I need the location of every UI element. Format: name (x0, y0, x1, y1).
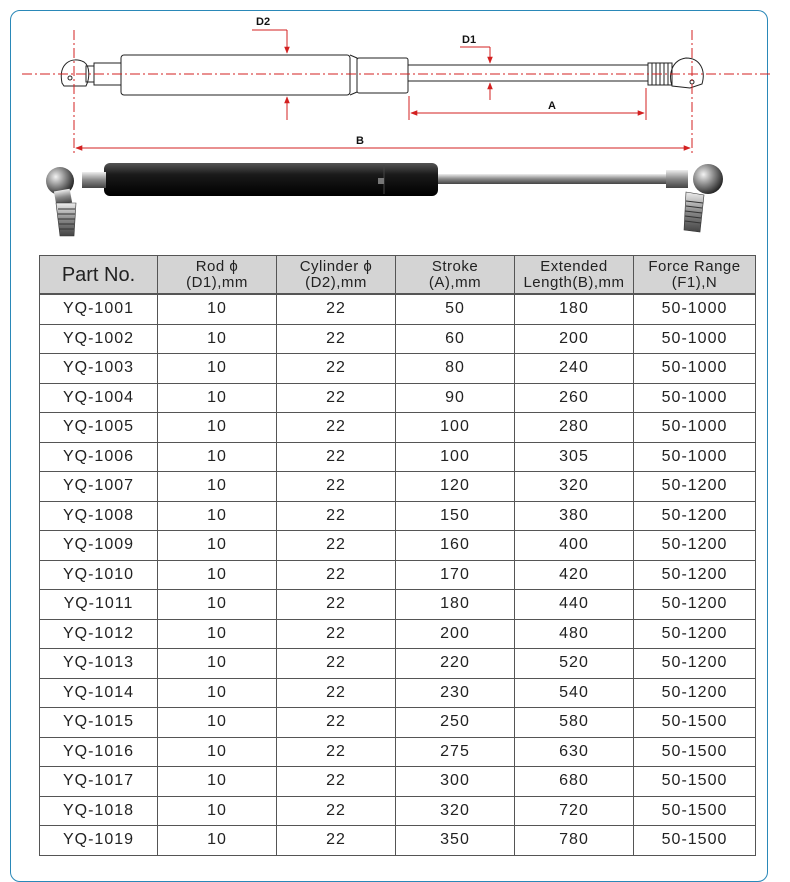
stroke-cell: 300 (396, 767, 515, 797)
extended-length-cell: 305 (515, 442, 634, 472)
part-no-cell: YQ-1011 (40, 590, 158, 620)
stroke-cell: 80 (396, 354, 515, 384)
part-no-cell: YQ-1007 (40, 472, 158, 502)
force-range-cell: 50-1500 (634, 796, 756, 826)
dim-label-b: B (356, 135, 364, 147)
rod-cell: 10 (158, 442, 277, 472)
table-row (40, 708, 756, 738)
force-range-cell: 50-1500 (634, 737, 756, 767)
extended-length-cell: 240 (515, 354, 634, 384)
dim-label-a: A (548, 100, 556, 112)
cylinder-cell: 22 (277, 324, 396, 354)
force-range-cell: 50-1000 (634, 324, 756, 354)
cylinder-cell: 22 (277, 708, 396, 738)
spec-table (39, 255, 756, 856)
force-range-cell: 50-1200 (634, 649, 756, 679)
force-range-cell: 50-1200 (634, 619, 756, 649)
part-no-cell: YQ-1008 (40, 501, 158, 531)
extended-length-cell: 420 (515, 560, 634, 590)
force-range-cell: 50-1000 (634, 383, 756, 413)
cylinder-cell: 22 (277, 413, 396, 443)
rod-cell: 10 (158, 383, 277, 413)
extended-length-cell: 780 (515, 826, 634, 856)
header-force-range: Force Range (F1),N (634, 256, 756, 295)
part-no-cell: YQ-1017 (40, 767, 158, 797)
rod-cell: 10 (158, 294, 277, 324)
table-row (40, 501, 756, 531)
header-rod: Rod ϕ (D1),mm (158, 256, 277, 295)
rod-cell: 10 (158, 354, 277, 384)
extended-length-cell: 580 (515, 708, 634, 738)
part-no-cell: YQ-1009 (40, 531, 158, 561)
part-no-cell: YQ-1003 (40, 354, 158, 384)
cylinder-cell: 22 (277, 619, 396, 649)
force-range-cell: 50-1200 (634, 560, 756, 590)
extended-length-cell: 520 (515, 649, 634, 679)
extended-length-cell: 260 (515, 383, 634, 413)
force-range-cell: 50-1200 (634, 501, 756, 531)
part-no-cell: YQ-1016 (40, 737, 158, 767)
stroke-cell: 200 (396, 619, 515, 649)
rod-cell: 10 (158, 796, 277, 826)
rod-cell: 10 (158, 678, 277, 708)
cylinder-cell: 22 (277, 737, 396, 767)
stroke-cell: 250 (396, 708, 515, 738)
stroke-cell: 350 (396, 826, 515, 856)
part-no-cell: YQ-1001 (40, 294, 158, 324)
stroke-cell: 150 (396, 501, 515, 531)
cylinder-cell: 22 (277, 531, 396, 561)
rod-cell: 10 (158, 560, 277, 590)
part-no-cell: YQ-1004 (40, 383, 158, 413)
gas-spring-drawing (0, 0, 790, 250)
table-row (40, 413, 756, 443)
force-range-cell: 50-1500 (634, 826, 756, 856)
extended-length-cell: 720 (515, 796, 634, 826)
rod-cell: 10 (158, 501, 277, 531)
cylinder-cell: 22 (277, 590, 396, 620)
header-cylinder: Cylinder ϕ (D2),mm (277, 256, 396, 295)
cylinder-cell: 22 (277, 649, 396, 679)
rod-cell: 10 (158, 619, 277, 649)
extended-length-cell: 630 (515, 737, 634, 767)
table-row (40, 560, 756, 590)
header-part-no: Part No. (40, 256, 158, 295)
stroke-cell: 120 (396, 472, 515, 502)
dim-label-d1: D1 (462, 34, 477, 46)
rod-cell: 10 (158, 590, 277, 620)
table-row (40, 826, 756, 856)
cylinder-cell: 22 (277, 767, 396, 797)
extended-length-cell: 480 (515, 619, 634, 649)
rod-cell: 10 (158, 531, 277, 561)
table-row (40, 678, 756, 708)
part-no-cell: YQ-1005 (40, 413, 158, 443)
part-no-cell: YQ-1002 (40, 324, 158, 354)
part-no-cell: YQ-1006 (40, 442, 158, 472)
table-row (40, 796, 756, 826)
extended-length-cell: 440 (515, 590, 634, 620)
rod-cell: 10 (158, 413, 277, 443)
stroke-cell: 90 (396, 383, 515, 413)
table-row (40, 354, 756, 384)
rod-cell: 10 (158, 708, 277, 738)
part-no-cell: YQ-1013 (40, 649, 158, 679)
stroke-cell: 100 (396, 413, 515, 443)
table-header-row (40, 256, 756, 295)
table-row (40, 737, 756, 767)
part-no-cell: YQ-1010 (40, 560, 158, 590)
cylinder-cell: 22 (277, 678, 396, 708)
stroke-cell: 220 (396, 649, 515, 679)
force-range-cell: 50-1200 (634, 590, 756, 620)
force-range-cell: 50-1000 (634, 442, 756, 472)
extended-length-cell: 380 (515, 501, 634, 531)
part-no-cell: YQ-1014 (40, 678, 158, 708)
table-row (40, 294, 756, 324)
cylinder-cell: 22 (277, 383, 396, 413)
stroke-cell: 100 (396, 442, 515, 472)
cylinder-cell: 22 (277, 560, 396, 590)
cylinder-cell: 22 (277, 294, 396, 324)
table-row (40, 619, 756, 649)
table-row (40, 649, 756, 679)
force-range-cell: 50-1500 (634, 767, 756, 797)
rod-cell: 10 (158, 649, 277, 679)
part-no-cell: YQ-1012 (40, 619, 158, 649)
part-no-cell: YQ-1015 (40, 708, 158, 738)
force-range-cell: 50-1000 (634, 413, 756, 443)
force-range-cell: 50-1500 (634, 708, 756, 738)
cylinder-cell: 22 (277, 501, 396, 531)
rod-cell: 10 (158, 472, 277, 502)
stroke-cell: 180 (396, 590, 515, 620)
rod-cell: 10 (158, 767, 277, 797)
extended-length-cell: 320 (515, 472, 634, 502)
stroke-cell: 160 (396, 531, 515, 561)
extended-length-cell: 280 (515, 413, 634, 443)
force-range-cell: 50-1000 (634, 354, 756, 384)
cylinder-cell: 22 (277, 442, 396, 472)
rod-cell: 10 (158, 826, 277, 856)
force-range-cell: 50-1200 (634, 678, 756, 708)
stroke-cell: 230 (396, 678, 515, 708)
header-stroke: Stroke (A),mm (396, 256, 515, 295)
line-drawing (61, 55, 703, 95)
cylinder-cell: 22 (277, 826, 396, 856)
force-range-cell: 50-1000 (634, 294, 756, 324)
rod-cell: 10 (158, 324, 277, 354)
part-no-cell: YQ-1019 (40, 826, 158, 856)
rod-cell: 10 (158, 737, 277, 767)
table-row (40, 442, 756, 472)
extended-length-cell: 680 (515, 767, 634, 797)
stroke-cell: 60 (396, 324, 515, 354)
extended-length-cell: 540 (515, 678, 634, 708)
table-row (40, 531, 756, 561)
stroke-cell: 275 (396, 737, 515, 767)
table-row (40, 383, 756, 413)
gas-spring-photo (46, 163, 723, 236)
table-row (40, 767, 756, 797)
force-range-cell: 50-1200 (634, 472, 756, 502)
header-extended-length: Extended Length(B),mm (515, 256, 634, 295)
table-row (40, 590, 756, 620)
table-row (40, 324, 756, 354)
part-no-cell: YQ-1018 (40, 796, 158, 826)
stroke-cell: 170 (396, 560, 515, 590)
force-range-cell: 50-1200 (634, 531, 756, 561)
cylinder-cell: 22 (277, 354, 396, 384)
stroke-cell: 50 (396, 294, 515, 324)
cylinder-cell: 22 (277, 472, 396, 502)
table-row (40, 472, 756, 502)
extended-length-cell: 400 (515, 531, 634, 561)
extended-length-cell: 200 (515, 324, 634, 354)
extended-length-cell: 180 (515, 294, 634, 324)
dim-label-d2: D2 (256, 16, 271, 28)
stroke-cell: 320 (396, 796, 515, 826)
cylinder-cell: 22 (277, 796, 396, 826)
